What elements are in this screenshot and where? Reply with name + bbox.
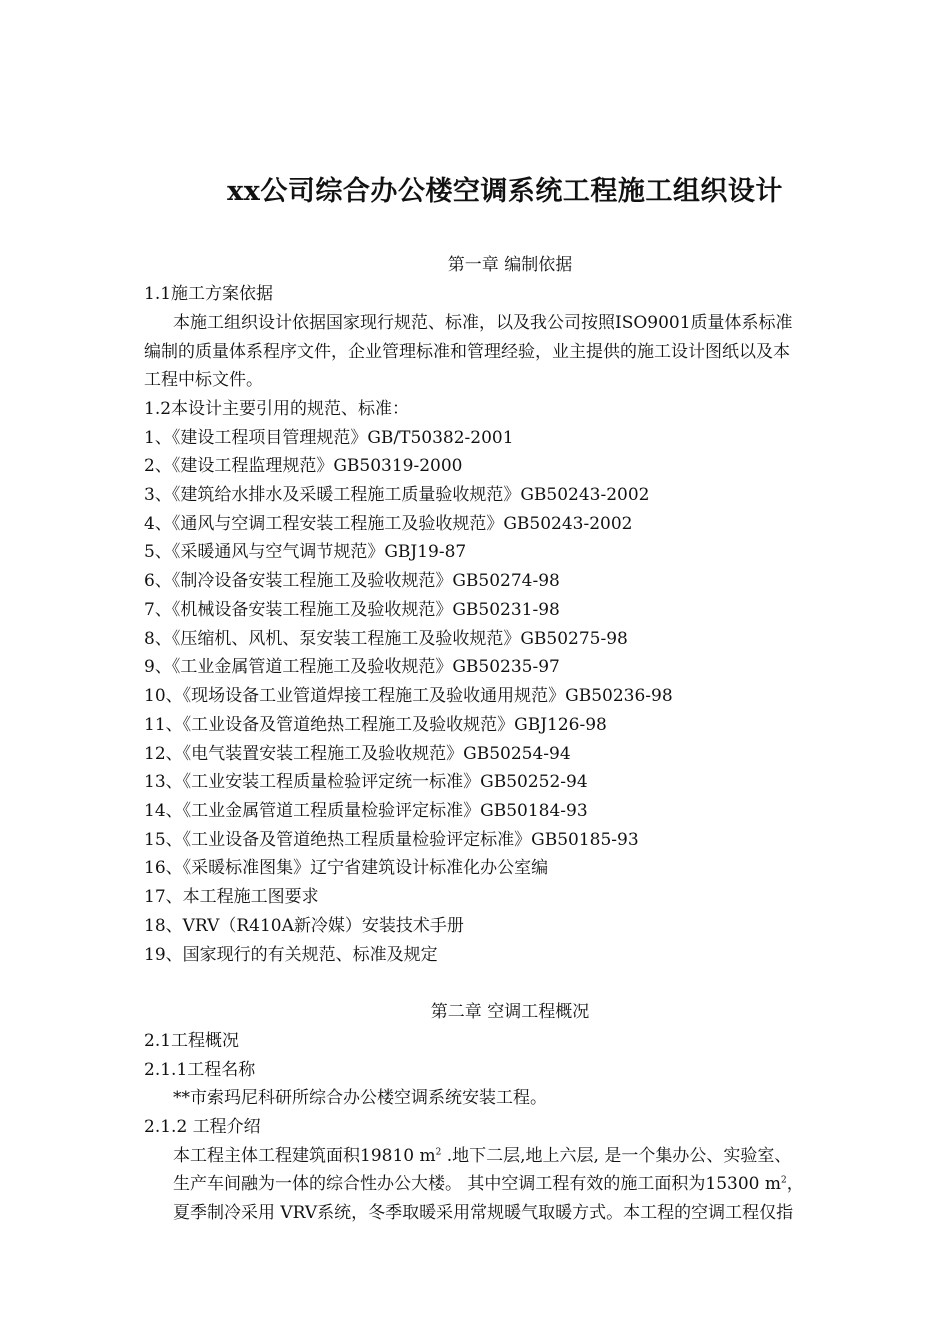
superscript-2: 2 (781, 1175, 787, 1186)
section-1-1-heading: 1.1施工方案依据 (144, 284, 274, 304)
standard-item: 18、VRV（R410A新冷媒）安装技术手册 (144, 916, 464, 936)
document-title: xx公司综合办公楼空调系统工程施工组织设计 (227, 176, 783, 207)
standard-item: 2、《建设工程监理规范》GB50319-2000 (144, 456, 463, 476)
intro-text: ， (786, 1174, 804, 1194)
standard-item: 13、《工业安装工程质量检验评定统一标准》GB50252-94 (144, 772, 588, 792)
standard-item: 1、《建设工程项目管理规范》GB/T50382-2001 (144, 428, 514, 448)
section-2-1-heading: 2.1工程概况 (144, 1031, 240, 1051)
standard-item: 6、《制冷设备安装工程施工及验收规范》GB50274-98 (144, 571, 560, 591)
superscript-2: 2 (435, 1147, 442, 1158)
standard-item: 7、《机械设备安装工程施工及验收规范》GB50231-98 (144, 600, 560, 620)
intro-text: .地下二层,地上六层, 是一个集办公、实验室、 (441, 1146, 792, 1166)
standard-item: 15、《工业设备及管道绝热工程质量检验评定标准》GB50185-93 (144, 830, 639, 850)
section-2-1-1-heading: 2.1.1工程名称 (144, 1060, 256, 1080)
intro-text: 生产车间融为一体的综合性办公大楼。 其中空调工程有效的施工面积为15300 m (173, 1174, 782, 1194)
standard-item: 3、《建筑给水排水及采暖工程施工质量验收规范》GB50243-2002 (144, 485, 650, 505)
standard-item: 11、《工业设备及管道绝热工程施工及验收规范》GBJ126-98 (144, 715, 607, 735)
project-name: **市索玛尼科研所综合办公楼空调系统安装工程。 (173, 1088, 547, 1108)
chapter-1-heading: 第一章 编制依据 (447, 255, 573, 275)
standard-item: 19、国家现行的有关规范、标准及规定 (144, 945, 438, 965)
standard-item: 8、《压缩机、风机、泵安装工程施工及验收规范》GB50275-98 (144, 629, 628, 649)
intro-line (173, 1170, 913, 1198)
intro-text: 本工程主体工程建筑面积19810 m (173, 1146, 436, 1166)
standard-item: 4、《通风与空调工程安装工程施工及验收规范》GB50243-2002 (144, 514, 633, 534)
intro-line: 夏季制冷采用 VRV系统，冬季取暖采用常规暖气取暖方式。本工程的空调工程仅指 (173, 1203, 794, 1223)
standard-item: 10、《现场设备工业管道焊接工程施工及验收通用规范》GB50236-98 (144, 686, 673, 706)
standard-item: 12、《电气装置安装工程施工及验收规范》GB50254-94 (144, 744, 571, 764)
paragraph-line: 编制的质量体系程序文件，企业管理标准和管理经验，业主提供的施工设计图纸以及本 (144, 342, 790, 362)
section-1-2-heading: 1.2本设计主要引用的规范、标准： (144, 399, 410, 419)
standard-item: 5、《采暖通风与空气调节规范》GBJ19-87 (144, 542, 467, 562)
chapter-2-heading: 第二章 空调工程概况 (430, 1002, 590, 1022)
intro-line (173, 1142, 913, 1170)
standard-item: 17、本工程施工图要求 (144, 887, 319, 907)
paragraph-line: 本施工组织设计依据国家现行规范、标准，以及我公司按照ISO9001质量体系标准 (173, 313, 793, 333)
standard-item: 14、《工业金属管道工程质量检验评定标准》GB50184-93 (144, 801, 588, 821)
section-2-1-2-heading: 2.1.2 工程介绍 (144, 1117, 261, 1137)
standard-item: 9、《工业金属管道工程施工及验收规范》GB50235-97 (144, 657, 560, 677)
standard-item: 16、《采暖标准图集》辽宁省建筑设计标准化办公室编 (144, 858, 549, 878)
paragraph-line: 工程中标文件。 (144, 370, 263, 390)
